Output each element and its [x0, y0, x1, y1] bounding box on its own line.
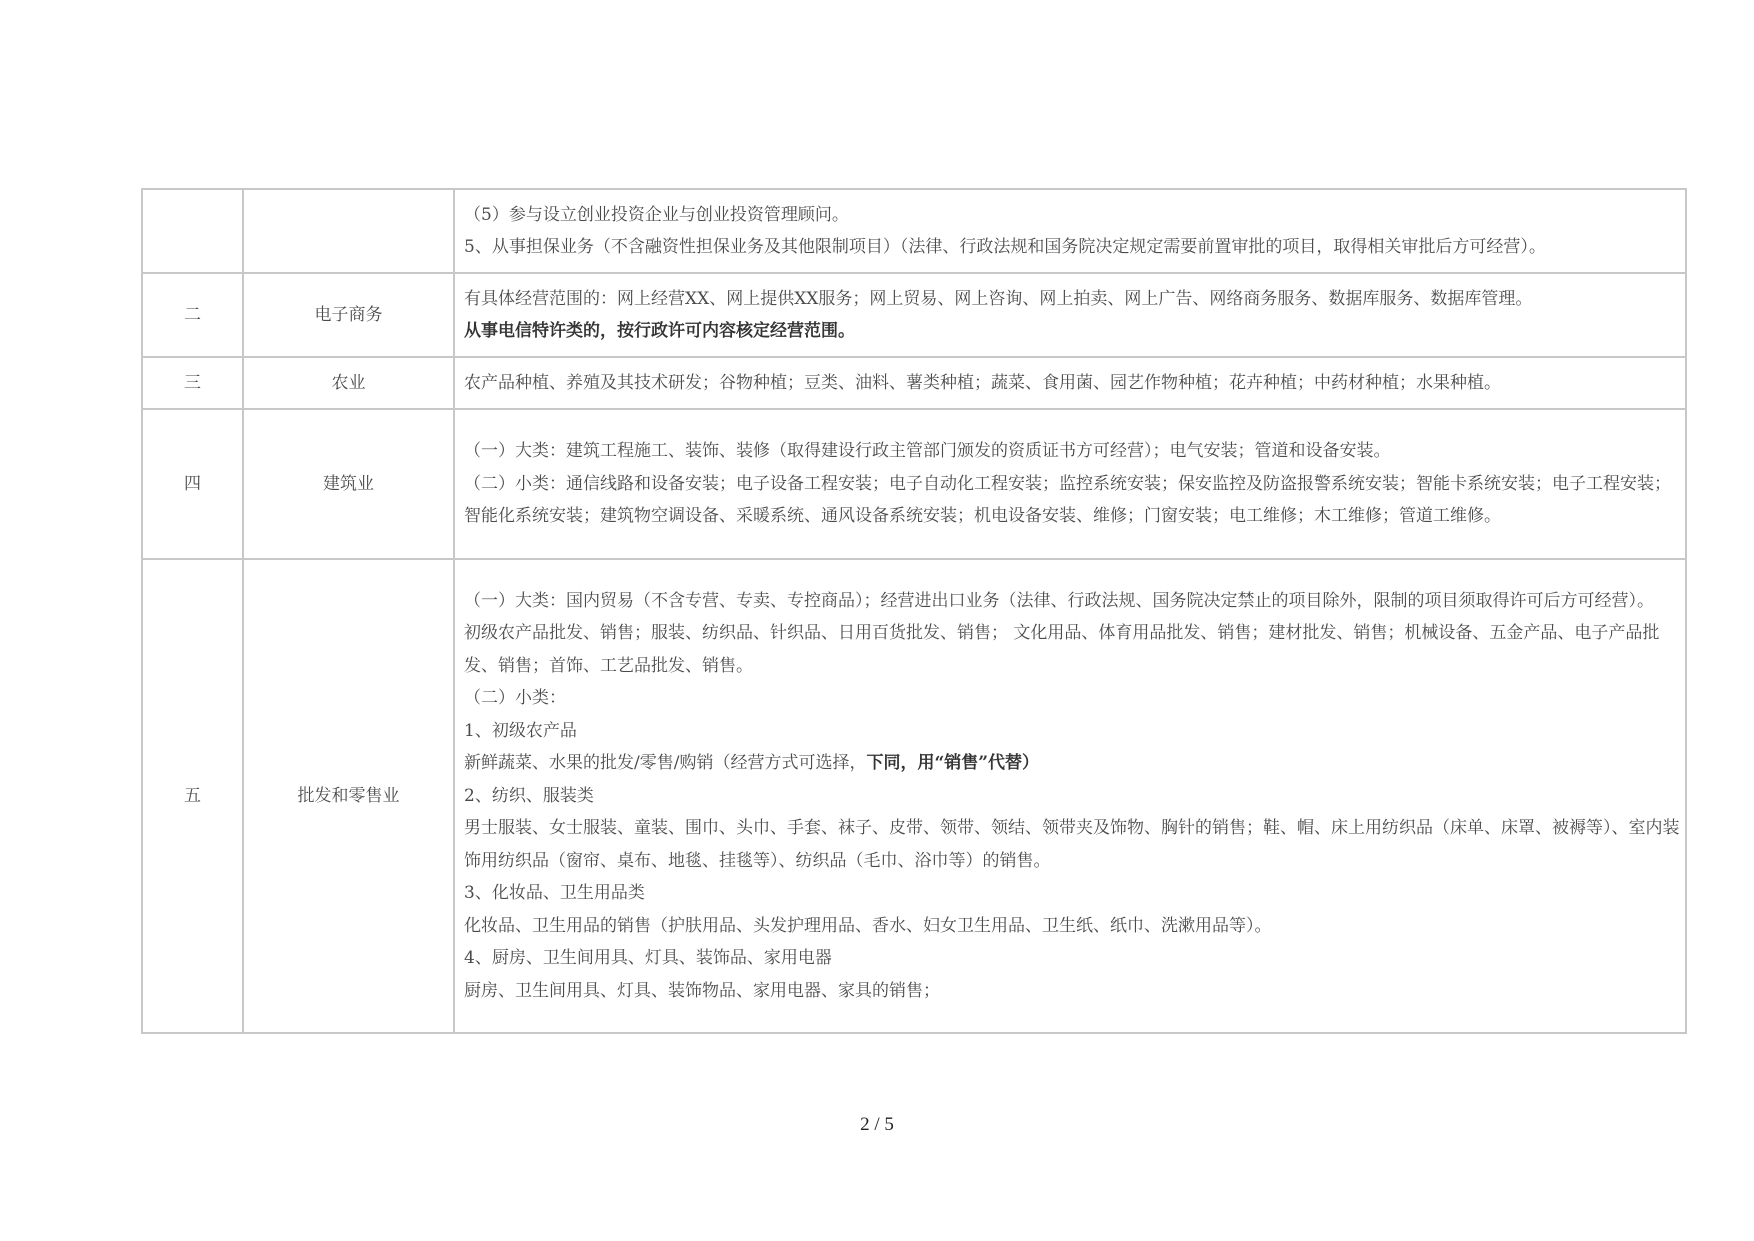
- description-text: 新鲜蔬菜、水果的批发/零售/购销（经营方式可选择，: [464, 753, 867, 774]
- row-number-cell: 二: [142, 273, 243, 357]
- row-number-cell: 五: [142, 559, 243, 1033]
- table-row: [142, 273, 1686, 357]
- description-line: 5、从事担保业务（不含融资性担保业务及其他限制项目）（法律、行政法规和国务院决定规定需要前置审批的项目，取得相关审批后方可经营）。: [464, 237, 1546, 257]
- description-line-bold: 从事电信特许类的，按行政许可内容核定经营范围。: [464, 321, 855, 341]
- category-cell: 建筑业: [243, 409, 454, 559]
- category-cell: 电子商务: [243, 273, 454, 357]
- table-row: [142, 559, 1686, 1033]
- description-cell: [454, 357, 1686, 409]
- description-line: 男士服装、女士服装、童装、围巾、头巾、手套、袜子、皮带、领带、领结、领带夹及饰物、胸针的销售；鞋、帽、床上用纺织品（床单、床罩、被褥等）、室内装饰用纺织品（窗帘、桌布、地毯、挂毯等）、纺织品（毛巾、浴巾等）的销售。: [464, 818, 1680, 871]
- description-line: 初级农产品批发、销售；服装、纺织品、针织品、日用百货批发、销售； 文化用品、体育用品批发、销售；建材批发、销售；机械设备、五金产品、电子产品批发、销售；首饰、工艺品批发、销售。: [464, 623, 1660, 676]
- table-row: [142, 189, 1686, 273]
- page-number: 2 / 5: [860, 1114, 894, 1135]
- row-number-cell: [142, 189, 243, 273]
- description-line: 化妆品、卫生用品的销售（护肤用品、头发护理用品、香水、妇女卫生用品、卫生纸、纸巾、洗漱用品等）。: [464, 915, 1272, 936]
- description-line: （二）小类：通信线路和设备安装；电子设备工程安装；电子自动化工程安装；监控系统安装；保安监控及防盗报警系统安装；智能卡系统安装；电子工程安装；智能化系统安装；建筑物空调设备、采暖系统、通风设备系统安装；机电设备安装、维修；门窗安装；电工维修；木工维修；管道工维修。: [464, 473, 1671, 527]
- description-line: 2、纺织、服装类: [464, 785, 594, 806]
- description-line: 农产品种植、养殖及其技术研发；谷物种植；豆类、油料、薯类种植；蔬菜、食用菌、园艺作物种植；花卉种植；中药材种植；水果种植。: [464, 372, 1501, 393]
- description-cell: [454, 189, 1686, 273]
- table-row: [142, 409, 1686, 559]
- row-number-cell: 四: [142, 409, 243, 559]
- description-line: 厨房、卫生间用具、灯具、装饰物品、家用电器、家具的销售；: [464, 980, 940, 1001]
- description-line: 4、厨房、卫生间用具、灯具、装饰品、家用电器: [464, 948, 832, 969]
- category-cell: 农业: [243, 357, 454, 409]
- category-cell: [243, 189, 454, 273]
- description-line: （一）大类：建筑工程施工、装饰、装修（取得建设行政主管部门颁发的资质证书方可经营）；电气安装；管道和设备安装。: [464, 441, 1391, 462]
- description-line: 3、化妆品、卫生用品类: [464, 883, 645, 904]
- description-text-bold: 下同，用“销售”代替）: [866, 753, 1040, 774]
- description-line: 有具体经营范围的：网上经营XX、网上提供XX服务；网上贸易、网上咨询、网上拍卖、网上广告、网络商务服务、数据库服务、数据库管理。: [464, 288, 1533, 309]
- description-line-mixed: [464, 747, 1685, 780]
- description-cell: [454, 273, 1686, 357]
- description-cell: [454, 559, 1686, 1033]
- description-cell: [454, 409, 1686, 559]
- row-number-cell: 三: [142, 357, 243, 409]
- business-scope-table: [141, 188, 1687, 1034]
- category-cell: 批发和零售业: [243, 559, 454, 1033]
- table-row: [142, 357, 1686, 409]
- description-line: （二）小类：: [464, 688, 566, 709]
- description-line: （5）参与设立创业投资企业与创业投资管理顾问。: [464, 204, 849, 225]
- description-line: 1、初级农产品: [464, 720, 577, 741]
- description-line: （一）大类：国内贸易（不含专营、专卖、专控商品）；经营进出口业务（法律、行政法规、国务院决定禁止的项目除外，限制的项目须取得许可后方可经营）。: [464, 590, 1654, 611]
